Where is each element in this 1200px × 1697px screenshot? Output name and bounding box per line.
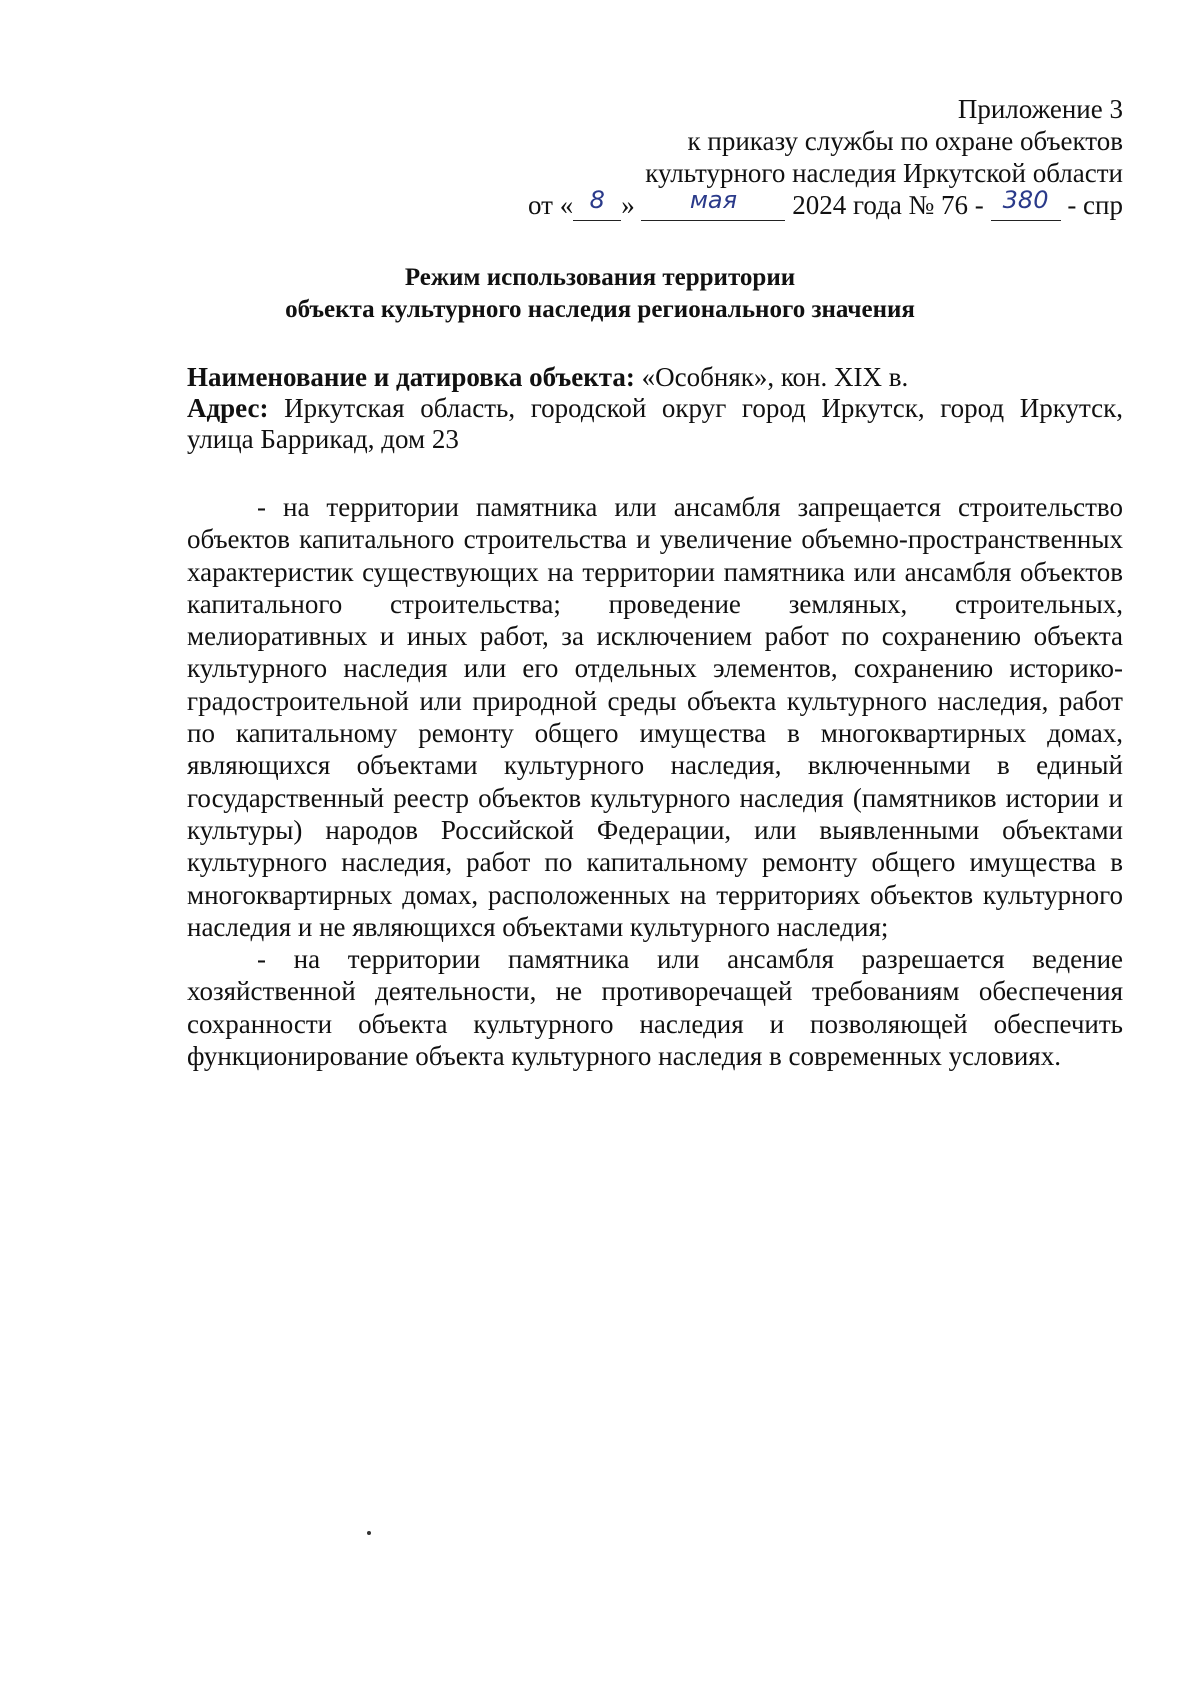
- scan-speck: [367, 1531, 371, 1535]
- date-month-handwritten: мая: [689, 186, 738, 214]
- date-prefix: от «: [528, 190, 574, 220]
- object-address-value: Иркутская область, городской округ город Иркутск, город Иркутск, улица Баррикад, дом 23: [187, 393, 1124, 454]
- order-suffix: - спр: [1067, 190, 1123, 220]
- document-title: [0, 262, 1200, 326]
- order-number-field: [991, 186, 1061, 221]
- title-line-1: Режим использования территории: [404, 264, 796, 291]
- object-name-label: Наименование и датировка объекта:: [187, 362, 635, 392]
- appendix-label: Приложение 3: [957, 94, 1123, 124]
- date-mid: »: [621, 190, 635, 220]
- object-address-label: Адрес:: [187, 393, 269, 423]
- date-year-text: 2024 года № 76 -: [792, 190, 984, 220]
- order-line-2: культурного наследия Иркутской области: [645, 158, 1123, 188]
- object-info: [187, 362, 1123, 455]
- order-line-1: к приказу службы по охране объектов: [687, 126, 1123, 156]
- object-address-row: [187, 393, 1123, 455]
- object-name-value: «Особняк», кон. XIX в.: [641, 362, 909, 392]
- appendix-header: [528, 93, 1123, 221]
- regime-paragraph-prohibited: - на территории памятника или ансамбля запрещается строительство объектов капитального строительства и увеличение объемно-пространственных характеристик существующих на территории памятника или ансамбля объектов капитального строительства; проведение земляных, строительных, мелиоративных и иных работ, за исключением работ по сохранению объекта культурного наследия или его отдельных элементов, сохранению историко-градостроительной или природной среды объекта культурного наследия, работ по капитальному ремонту общего имущества в многоквартирных домах, являющихся объектами культурного наследия, включенными в единый государственный реестр объектов культурного наследия (памятников истории и культуры) народов Российской Федерации, или выявленными объектами культурного наследия, работ по капитальному ремонту общего имущества в многоквартирных домах, расположенных на территориях объектов культурного наследия и не являющихся объектами культурного наследия;: [187, 492, 1123, 942]
- regime-paragraph-permitted: - на территории памятника или ансамбля разрешается ведение хозяйственной деятельности, не противоречащей требованиям обеспечения сохранности объекта культурного наследия и позволяющей обеспечить функционирование объекта культурного наследия в современных условиях.: [187, 944, 1123, 1072]
- order-date-line: [528, 186, 1123, 221]
- title-line-2: объекта культурного наследия регионального значения: [285, 296, 915, 323]
- object-name-row: [187, 362, 1123, 393]
- regime-text: [187, 491, 1123, 1072]
- date-day-handwritten: 8: [589, 186, 605, 214]
- order-number-handwritten: 380: [1002, 186, 1049, 214]
- date-month-field: [641, 186, 785, 221]
- date-day-field: [573, 186, 621, 221]
